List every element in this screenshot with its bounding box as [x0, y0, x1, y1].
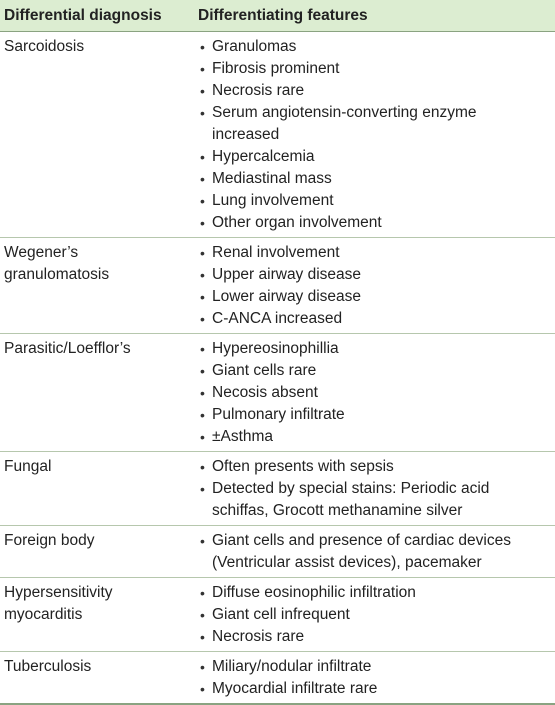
features-list: [196, 338, 555, 448]
feature-item: [196, 456, 555, 478]
feature-item: [196, 36, 555, 58]
feature-item: [196, 242, 555, 264]
bullet-icon: •: [200, 363, 205, 379]
feature-text: Giant cell infrequent: [212, 606, 350, 623]
table-row: [0, 526, 555, 578]
feature-item: [196, 530, 555, 574]
feature-item: [196, 404, 555, 426]
bullet-icon: •: [200, 149, 205, 165]
table-body: [0, 32, 555, 705]
bullet-icon: •: [200, 61, 205, 77]
feature-item: [196, 338, 555, 360]
diagnosis-text: Parasitic/Loefflor’s: [4, 340, 131, 357]
feature-item: [196, 360, 555, 382]
feature-text: Upper airway disease: [212, 266, 362, 283]
bullet-icon: •: [200, 585, 205, 601]
feature-item: [196, 626, 555, 648]
diagnosis-cell: [0, 656, 196, 700]
diagnosis-cell: [0, 456, 196, 522]
feature-item: [196, 212, 555, 234]
bullet-icon: •: [200, 245, 205, 261]
diagnosis-cell: [0, 530, 196, 574]
feature-text: Mediastinal mass: [212, 170, 332, 187]
feature-text: Fibrosis prominent: [212, 60, 340, 77]
feature-text: Necrosis rare: [212, 628, 305, 645]
feature-text: ±Asthma: [212, 428, 274, 445]
feature-text: Myocardial infiltrate rare: [212, 680, 378, 697]
feature-text: Diffuse eosinophilic infiltration: [212, 584, 416, 601]
bullet-icon: •: [200, 215, 205, 231]
features-list: [196, 656, 555, 700]
feature-text: Hypereosinophillia: [212, 340, 339, 357]
feature-item: [196, 678, 555, 700]
feature-text: Necrosis rare: [212, 82, 305, 99]
feature-item: [196, 308, 555, 330]
features-list: [196, 242, 555, 330]
feature-text: Lower airway disease: [212, 288, 362, 305]
feature-text: Granulomas: [212, 38, 297, 55]
feature-text: Lung involvement: [212, 192, 334, 209]
table-row: [0, 334, 555, 452]
bullet-icon: •: [200, 39, 205, 55]
bullet-icon: •: [200, 407, 205, 423]
feature-text: Other organ involvement: [212, 214, 382, 231]
bullet-icon: •: [200, 681, 205, 697]
diagnosis-text: Sarcoidosis: [4, 38, 85, 55]
bullet-icon: •: [200, 267, 205, 283]
bullet-icon: •: [200, 533, 205, 549]
bullet-icon: •: [200, 385, 205, 401]
feature-item: [196, 264, 555, 286]
features-cell: [196, 656, 555, 700]
diagnosis-text: myocarditis: [4, 606, 83, 623]
feature-text: Miliary/nodular infiltrate: [212, 658, 372, 675]
diagnosis-text: Hypersensitivity: [4, 584, 113, 601]
feature-text: Serum angiotensin-converting enzyme: [212, 104, 477, 121]
feature-text: Detected by special stains: Periodic acid: [212, 480, 490, 497]
diagnosis-text: Fungal: [4, 458, 52, 475]
feature-text: Renal involvement: [212, 244, 340, 261]
bullet-icon: •: [200, 193, 205, 209]
feature-text: Necosis absent: [212, 384, 318, 401]
table-row: [0, 578, 555, 652]
feature-item: [196, 382, 555, 404]
feature-text: Giant cells and presence of cardiac devices: [212, 532, 511, 549]
feature-item: [196, 190, 555, 212]
feature-text: (Ventricular assist devices), pacemaker: [212, 554, 482, 571]
diagnosis-cell: [0, 582, 196, 648]
feature-item: [196, 102, 555, 146]
diagnosis-cell: [0, 242, 196, 330]
bullet-icon: •: [200, 607, 205, 623]
table-row: [0, 452, 555, 526]
feature-item: [196, 582, 555, 604]
features-cell: [196, 36, 555, 234]
header-differential-diagnosis: Differential diagnosis: [4, 6, 162, 24]
features-cell: [196, 456, 555, 522]
feature-item: [196, 426, 555, 448]
features-list: [196, 36, 555, 234]
bullet-icon: •: [200, 629, 205, 645]
features-list: [196, 456, 555, 522]
table-header: [0, 0, 555, 32]
bullet-icon: •: [200, 105, 205, 121]
feature-text: increased: [212, 126, 280, 143]
feature-item: [196, 286, 555, 308]
diagnosis-text: Wegener’s: [4, 244, 79, 261]
diagnosis-cell: [0, 338, 196, 448]
diagnosis-cell: [0, 36, 196, 234]
feature-text: schiffas, Grocott methanamine silver: [212, 502, 463, 519]
features-cell: [196, 530, 555, 574]
bullet-icon: •: [200, 481, 205, 497]
bullet-icon: •: [200, 171, 205, 187]
features-cell: [196, 338, 555, 448]
feature-item: [196, 80, 555, 102]
feature-text: Hypercalcemia: [212, 148, 315, 165]
feature-text: Giant cells rare: [212, 362, 317, 379]
bullet-icon: •: [200, 659, 205, 675]
bullet-icon: •: [200, 83, 205, 99]
features-cell: [196, 242, 555, 330]
feature-text: Often presents with sepsis: [212, 458, 394, 475]
feature-item: [196, 168, 555, 190]
diagnosis-text: Foreign body: [4, 532, 95, 549]
table-row: [0, 32, 555, 238]
feature-item: [196, 146, 555, 168]
feature-item: [196, 478, 555, 522]
bullet-icon: •: [200, 289, 205, 305]
feature-text: Pulmonary infiltrate: [212, 406, 345, 423]
table-row: [0, 238, 555, 334]
features-list: [196, 582, 555, 648]
feature-item: [196, 604, 555, 626]
bullet-icon: •: [200, 311, 205, 327]
header-differentiating-features: Differentiating features: [198, 6, 368, 24]
features-list: [196, 530, 555, 574]
diagnosis-text: granulomatosis: [4, 266, 110, 283]
feature-item: [196, 656, 555, 678]
table-row: [0, 652, 555, 705]
bullet-icon: •: [200, 459, 205, 475]
bullet-icon: •: [200, 341, 205, 357]
diagnosis-text: Tuberculosis: [4, 658, 92, 675]
feature-item: [196, 58, 555, 80]
bullet-icon: •: [200, 429, 205, 445]
features-cell: [196, 582, 555, 648]
feature-text: C-ANCA increased: [212, 310, 343, 327]
